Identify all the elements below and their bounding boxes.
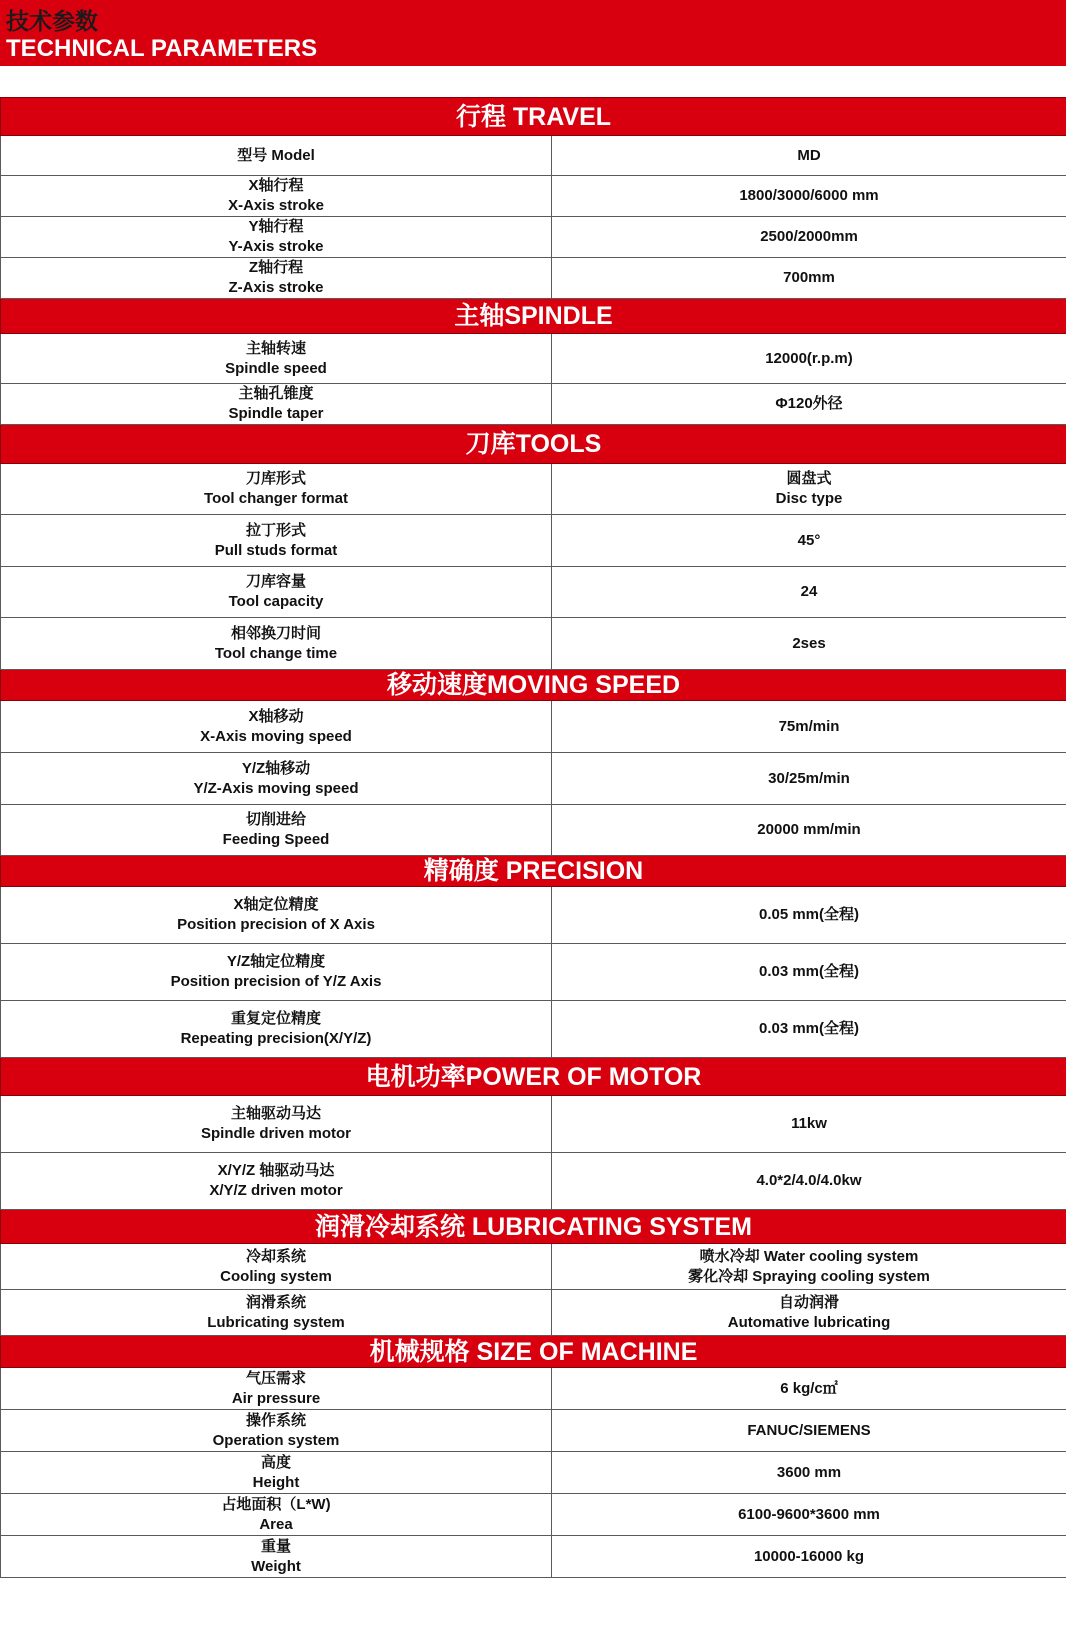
parameter-value <box>552 515 1066 567</box>
parameter-row <box>1 1096 1066 1153</box>
parameter-label-line: Tool capacity <box>228 593 324 610</box>
parameter-value <box>552 1536 1066 1578</box>
parameter-label <box>1 567 552 618</box>
parameter-value <box>552 384 1066 425</box>
parameter-label-line: Z轴行程 <box>248 259 304 276</box>
parameter-row <box>1 944 1066 1001</box>
parameter-value <box>552 567 1066 618</box>
parameter-value <box>552 258 1066 299</box>
parameter-label-line: 刀库形式 <box>245 470 306 487</box>
parameter-label-line: X/Y/Z 轴驱动马达 <box>217 1162 335 1179</box>
parameter-label <box>1 701 552 753</box>
parameter-label-line: Operation system <box>212 1431 340 1449</box>
parameter-value-line: 喷水冷却 Water cooling system <box>699 1247 919 1265</box>
parameter-row <box>1 1452 1066 1494</box>
section-header <box>1 299 1066 334</box>
parameter-label-line: 润滑系统 <box>245 1293 306 1311</box>
parameter-label <box>1 753 552 805</box>
parameter-value-line: 2ses <box>792 634 826 652</box>
parameter-label-line: X-Axis stroke <box>228 197 324 214</box>
parameter-label-line: 重复定位精度 <box>230 1010 321 1027</box>
parameter-label-line: Position precision of Y/Z Axis <box>170 973 382 990</box>
parameter-label <box>1 217 552 258</box>
parameter-value <box>552 334 1066 384</box>
parameter-label-line: 主轴转速 <box>245 339 306 357</box>
parameter-value-line: FANUC/SIEMENS <box>747 1421 871 1439</box>
parameter-row <box>1 1368 1066 1410</box>
parameter-row <box>1 384 1066 425</box>
parameter-row <box>1 334 1066 384</box>
section-title: 精确度 PRECISION <box>1 856 1066 887</box>
parameter-label-line: Position precision of X Axis <box>177 916 375 933</box>
parameter-row <box>1 464 1066 515</box>
parameter-value-line: 75m/min <box>778 717 840 735</box>
parameter-label-line: X/Y/Z driven motor <box>209 1182 343 1199</box>
parameter-label <box>1 1494 552 1536</box>
parameter-label-line: Cooling system <box>220 1267 332 1285</box>
parameter-value <box>552 1368 1066 1410</box>
parameter-row <box>1 618 1066 670</box>
parameter-row <box>1 1244 1066 1290</box>
parameter-label-line: Lubricating system <box>207 1313 345 1331</box>
parameter-value-line: 雾化冷却 Spraying cooling system <box>688 1267 930 1285</box>
parameter-label <box>1 1153 552 1210</box>
parameter-label-line: Air pressure <box>231 1389 321 1407</box>
parameter-value-line: 6100-9600*3600 mm <box>738 1505 880 1523</box>
parameter-label-line: 切削进给 <box>245 811 306 828</box>
parameter-value-line: 12000(r.p.m) <box>765 349 853 367</box>
parameter-value-line: 2500/2000mm <box>760 228 858 245</box>
parameter-label-line: X轴移动 <box>248 707 304 725</box>
parameter-value-line: 10000-16000 kg <box>753 1547 865 1565</box>
parameter-value-line: 3600 mm <box>776 1463 842 1481</box>
parameter-label-line: Z-Axis stroke <box>228 279 324 296</box>
parameter-value <box>552 464 1066 515</box>
parameter-label-line: 型号 Model <box>237 146 315 164</box>
parameter-label-line: 高度 <box>260 1453 291 1471</box>
parameter-value-line: 700mm <box>783 269 835 286</box>
parameter-row <box>1 1153 1066 1210</box>
parameter-label <box>1 805 552 856</box>
parameter-label <box>1 887 552 944</box>
parameter-value-line: 30/25m/min <box>768 769 850 787</box>
parameter-label <box>1 1410 552 1452</box>
parameter-label-line: Spindle taper <box>228 405 324 422</box>
parameter-label-line: Area <box>259 1515 293 1533</box>
parameter-label-line: 操作系统 <box>245 1411 306 1429</box>
parameter-value <box>552 805 1066 856</box>
parameter-label-line: Y/Z轴移动 <box>241 759 311 777</box>
parameter-value <box>552 701 1066 753</box>
parameter-row <box>1 805 1066 856</box>
parameter-row <box>1 217 1066 258</box>
parameter-label-line: Weight <box>251 1557 301 1575</box>
section-header <box>1 1210 1066 1244</box>
parameter-label <box>1 258 552 299</box>
spacer <box>0 66 1066 97</box>
parameter-label-line: X-Axis moving speed <box>200 727 352 745</box>
parameter-value-line: Φ120外径 <box>775 395 843 412</box>
parameter-label <box>1 176 552 217</box>
parameter-value <box>552 1452 1066 1494</box>
section-title: 机械规格 SIZE OF MACHINE <box>1 1336 1066 1368</box>
parameter-value <box>552 217 1066 258</box>
parameter-label-line: 主轴驱动马达 <box>230 1105 321 1122</box>
parameter-value <box>552 1001 1066 1058</box>
parameter-label-line: Y轴行程 <box>248 218 304 235</box>
section-header <box>1 670 1066 701</box>
parameter-row <box>1 515 1066 567</box>
parameter-value-line: 4.0*2/4.0/4.0kw <box>756 1172 862 1189</box>
parameter-value <box>552 753 1066 805</box>
parameter-label-line: 拉丁形式 <box>245 521 306 539</box>
parameter-value <box>552 618 1066 670</box>
parameter-label <box>1 1368 552 1410</box>
parameter-value-line: 圆盘式 <box>786 470 832 487</box>
section-header <box>1 98 1066 136</box>
parameter-label-line: 气压需求 <box>245 1369 306 1387</box>
parameter-value-line: 11kw <box>791 1115 827 1132</box>
parameter-label-line: Spindle driven motor <box>200 1125 351 1142</box>
parameter-label-line: Tool change time <box>214 644 338 662</box>
parameter-row <box>1 1290 1066 1336</box>
parameter-value <box>552 1410 1066 1452</box>
parameter-value-line: 45° <box>797 531 821 549</box>
section-header <box>1 856 1066 887</box>
parameter-label-line: Feeding Speed <box>222 831 330 848</box>
section-title: 移动速度MOVING SPEED <box>1 670 1066 701</box>
section-header <box>1 1058 1066 1096</box>
parameter-label <box>1 464 552 515</box>
parameter-label-line: X轴行程 <box>248 177 304 194</box>
parameter-label-line: Pull studs format <box>214 541 338 559</box>
parameter-value <box>552 136 1066 176</box>
parameter-label <box>1 1244 552 1290</box>
parameter-value <box>552 887 1066 944</box>
parameter-row <box>1 1001 1066 1058</box>
parameter-value-line: Disc type <box>775 490 843 507</box>
parameter-row <box>1 176 1066 217</box>
parameter-label <box>1 136 552 176</box>
parameter-label-line: 冷却系统 <box>245 1247 306 1265</box>
parameter-value-line: Automative lubricating <box>727 1313 891 1331</box>
section-header <box>1 425 1066 464</box>
parameter-value-line: 6 kg/c㎡ <box>780 1379 838 1397</box>
parameter-row <box>1 1410 1066 1452</box>
parameter-label <box>1 1001 552 1058</box>
parameter-row <box>1 701 1066 753</box>
parameter-label <box>1 334 552 384</box>
section-title: 行程 TRAVEL <box>1 98 1066 136</box>
parameter-label-line: Height <box>252 1473 300 1491</box>
parameter-value-line: 0.03 mm(全程) <box>758 963 860 980</box>
section-title: 刀库TOOLS <box>1 425 1066 464</box>
parameter-value-line: MD <box>797 146 821 164</box>
parameter-value <box>552 1096 1066 1153</box>
parameter-value-line: 0.03 mm(全程) <box>758 1020 860 1037</box>
parameter-value <box>552 176 1066 217</box>
parameter-value-line: 1800/3000/6000 mm <box>739 187 879 204</box>
parameter-row <box>1 567 1066 618</box>
parameter-label-line: Spindle speed <box>225 359 327 377</box>
parameter-value <box>552 1153 1066 1210</box>
parameter-label-line: X轴定位精度 <box>233 896 319 913</box>
title-banner <box>0 0 1066 66</box>
page-title-cn: 技术参数 <box>6 8 98 34</box>
section-title: 电机功率POWER OF MOTOR <box>1 1058 1066 1096</box>
parameter-value-line: 自动润滑 <box>778 1293 839 1311</box>
page-title-en: TECHNICAL PARAMETERS <box>6 35 318 62</box>
parameter-label <box>1 1536 552 1578</box>
section-header <box>1 1336 1066 1368</box>
parameter-value-line: 20000 mm/min <box>757 821 861 838</box>
section-title: 主轴SPINDLE <box>1 299 1066 334</box>
section-title: 润滑冷却系统 LUBRICATING SYSTEM <box>1 1210 1066 1244</box>
parameter-label <box>1 384 552 425</box>
parameter-value-line: 24 <box>800 583 818 600</box>
parameter-value-line: 0.05 mm(全程) <box>758 906 860 923</box>
parameter-row <box>1 258 1066 299</box>
parameter-row <box>1 1494 1066 1536</box>
parameter-label-line: 刀库容量 <box>245 573 306 590</box>
parameter-label <box>1 1096 552 1153</box>
parameter-value <box>552 944 1066 1001</box>
parameter-label <box>1 515 552 567</box>
parameter-label <box>1 1290 552 1336</box>
parameter-label-line: Repeating precision(X/Y/Z) <box>180 1030 372 1047</box>
parameter-label-line: 占地面积（L*W) <box>221 1495 331 1513</box>
parameter-label <box>1 944 552 1001</box>
parameter-row <box>1 887 1066 944</box>
parameter-row <box>1 1536 1066 1578</box>
parameter-value <box>552 1494 1066 1536</box>
parameter-label-line: Tool changer format <box>204 490 348 507</box>
parameter-label <box>1 618 552 670</box>
parameter-row <box>1 136 1066 176</box>
parameters-table <box>0 97 1066 1578</box>
parameter-label-line: 相邻换刀时间 <box>230 624 321 642</box>
parameter-label-line: Y-Axis stroke <box>228 238 324 255</box>
parameter-value <box>552 1244 1066 1290</box>
parameter-label-line: Y/Z轴定位精度 <box>226 953 326 970</box>
parameter-row <box>1 753 1066 805</box>
parameter-label-line: 重量 <box>260 1537 291 1555</box>
parameter-label-line: Y/Z-Axis moving speed <box>193 779 359 797</box>
parameter-label-line: 主轴孔锥度 <box>238 385 314 402</box>
parameter-label <box>1 1452 552 1494</box>
parameter-value <box>552 1290 1066 1336</box>
